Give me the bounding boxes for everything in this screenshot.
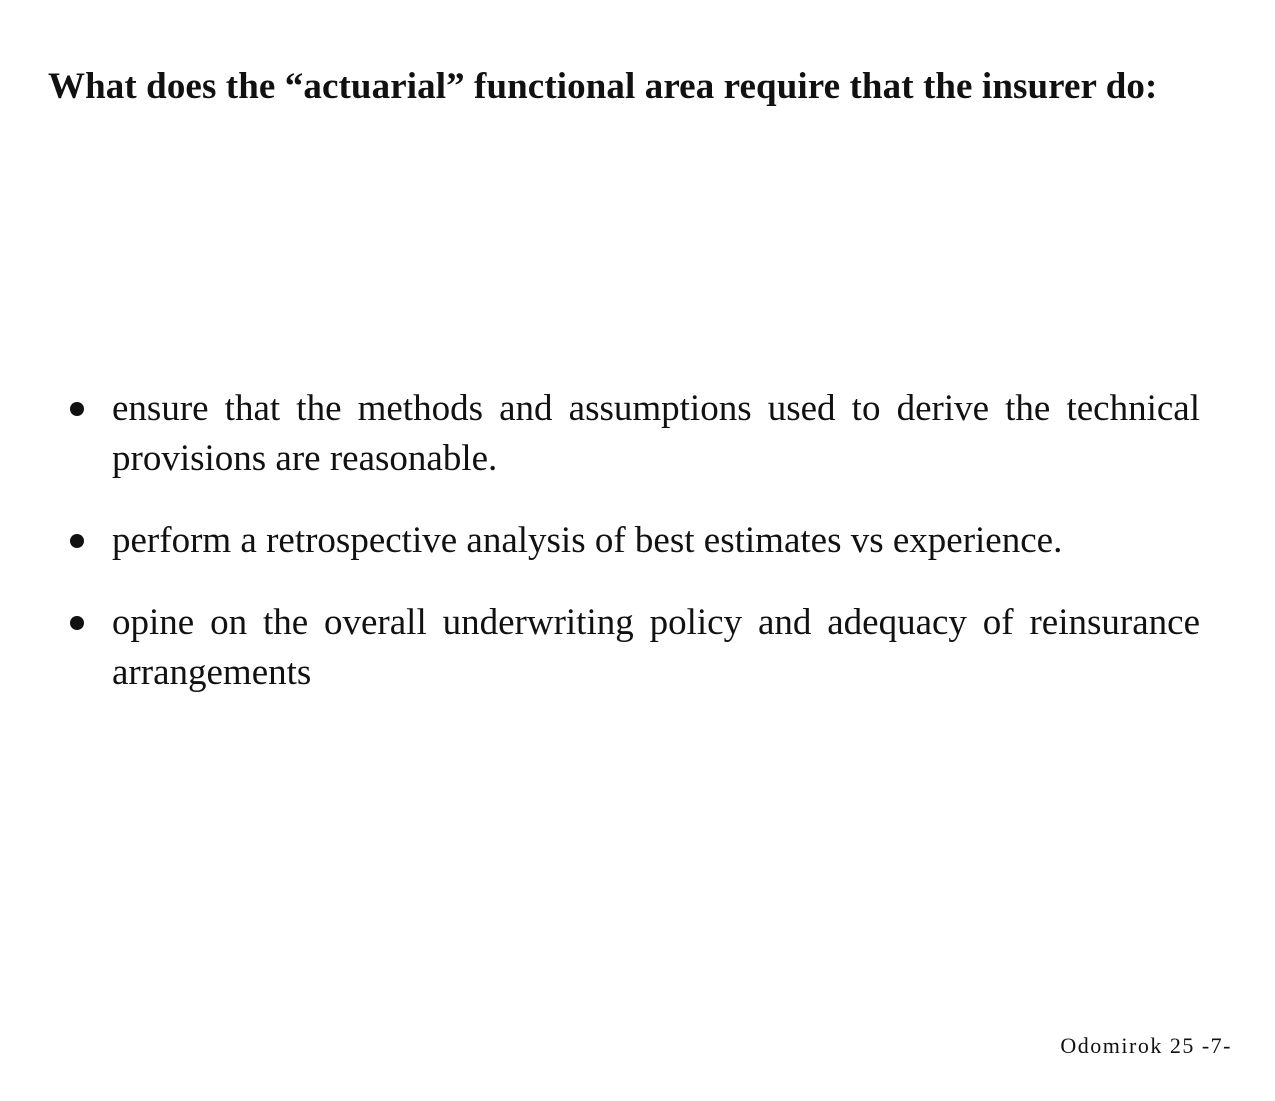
bullet-item-1 xyxy=(70,384,1200,484)
page-footer: Odomirok 25 -7- xyxy=(1060,1033,1232,1058)
bullet-item-2 xyxy=(70,516,1200,566)
bullet-text-2: perform a retrospective analysis of best estimates vs experience. xyxy=(112,520,1063,561)
bullet-icon xyxy=(70,616,84,630)
bullet-icon xyxy=(70,534,84,548)
bullet-item-3 xyxy=(70,598,1200,698)
bullet-text-1: ensure that the methods and assumptions used to derive the technical provisions are reasonable. xyxy=(112,388,1200,479)
bullet-icon xyxy=(70,402,84,416)
bullet-text-3: opine on the overall underwriting policy and adequacy of reinsurance arrangements xyxy=(112,602,1200,693)
bullet-list xyxy=(70,384,1200,730)
page-title: What does the “actuarial” functional area require that the insurer do: xyxy=(48,65,1158,107)
